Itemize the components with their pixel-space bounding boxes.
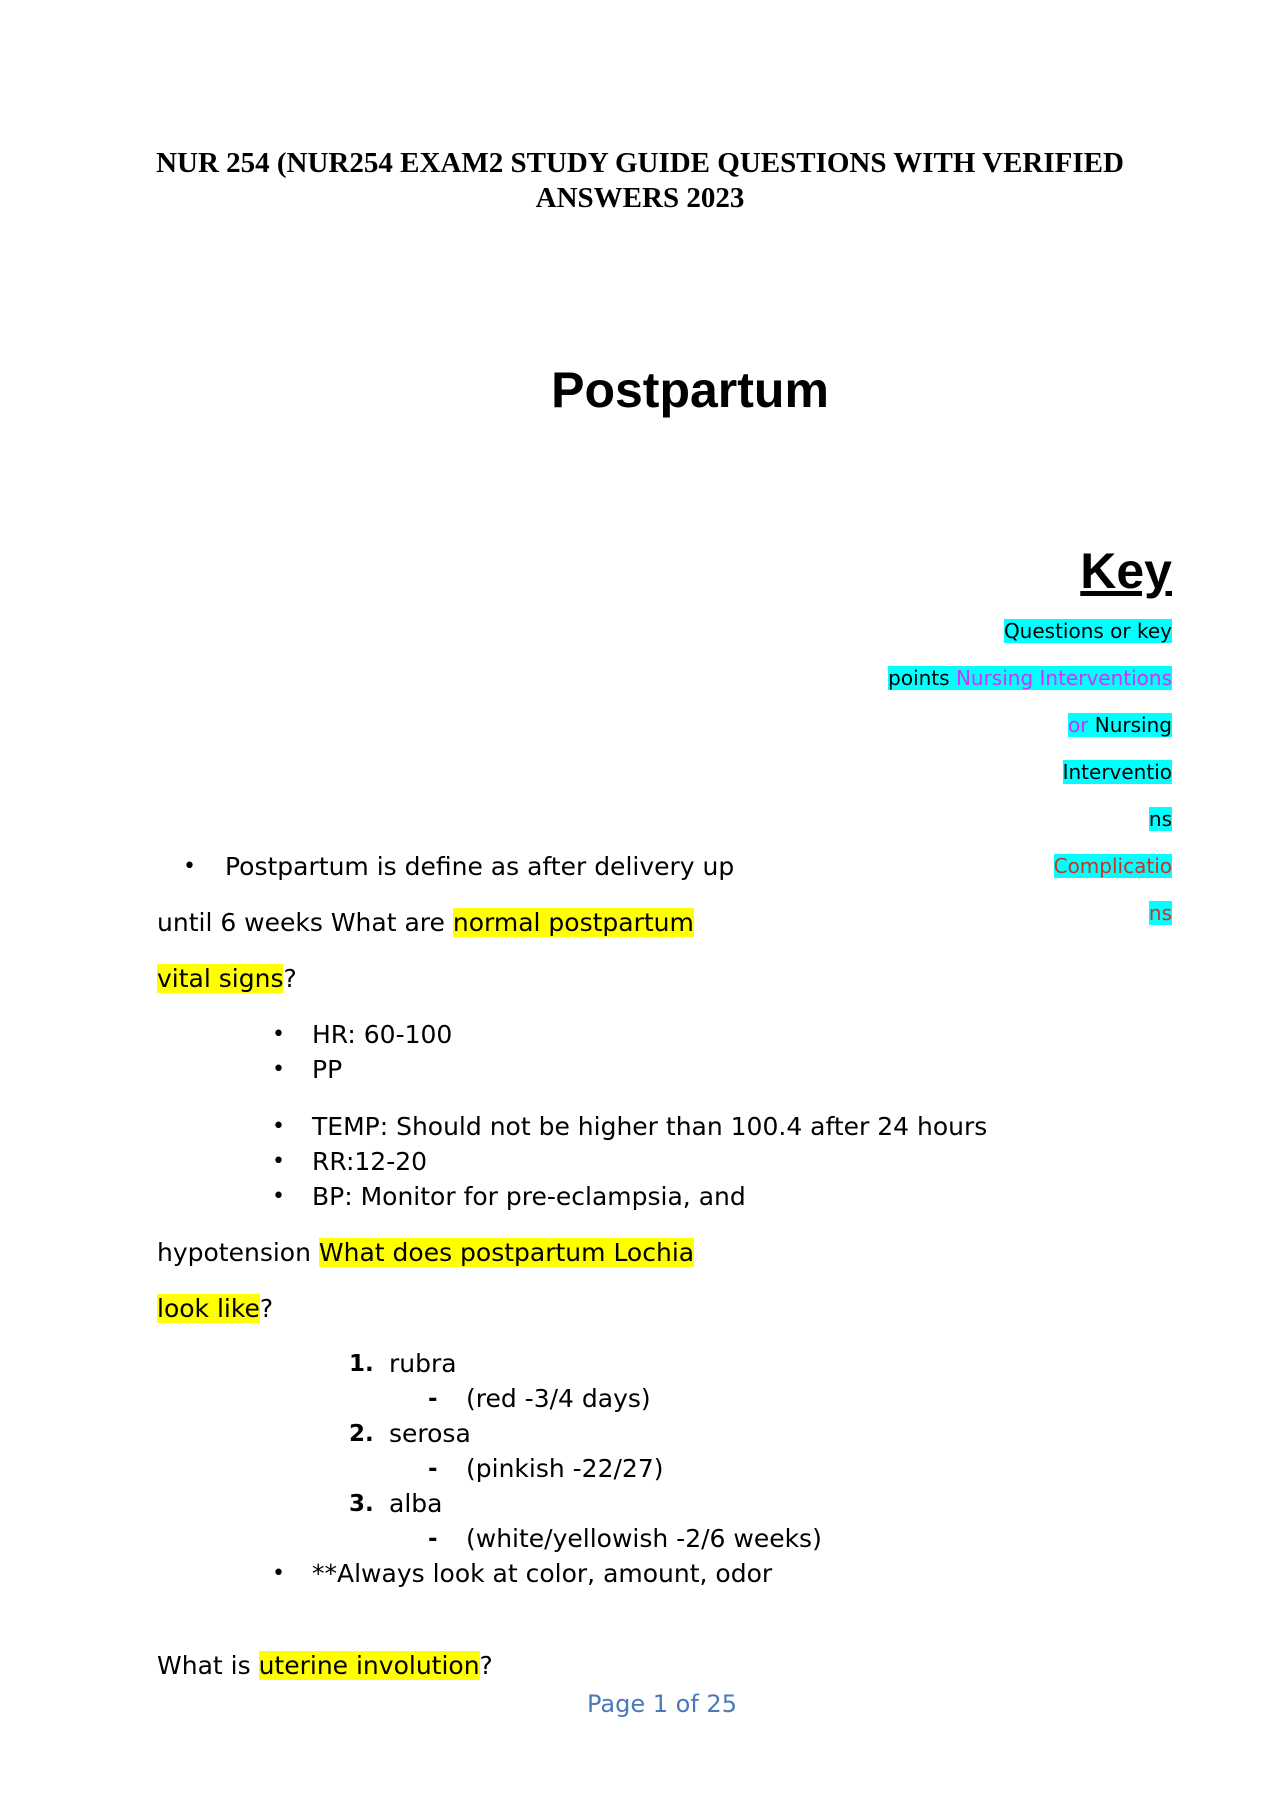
key-nursing-interventions-text: Nursing Interventions [955, 666, 1172, 690]
question-mark: ? [259, 1294, 274, 1323]
hypotension-text: hypotension [157, 1238, 319, 1267]
involution-prefix: What is [157, 1651, 259, 1680]
question-mark: ? [283, 964, 297, 993]
vital-pp: PP [312, 1055, 343, 1084]
key-line-ns [1149, 806, 1172, 832]
key-line-interventio [1063, 759, 1172, 785]
vital-hr: HR: 60-100 [312, 1020, 453, 1049]
document-title: NUR 254 (NUR254 EXAM2 STUDY GUIDE QUESTIONS WITH VERIFIED ANSWERS 2023 [156, 147, 1124, 214]
vital-temp: TEMP: Should not be higher than 100.4 after 24 hours [312, 1112, 988, 1141]
key-line-interventions [888, 665, 1172, 691]
question-vital-signs: vital signs [157, 964, 284, 993]
key-line-complicatio [1054, 853, 1172, 879]
vital-bp: BP: Monitor for pre-eclampsia, and [312, 1182, 746, 1211]
involution-question [157, 1649, 493, 1683]
stage-number: 1. [349, 1351, 374, 1377]
lochia-line-1 [157, 1236, 694, 1270]
intro-line-2 [157, 906, 694, 940]
stage-rubra: rubra [389, 1349, 457, 1378]
key-questions-text: Questions or key [1003, 619, 1172, 643]
key-ns-text: ns [1148, 807, 1172, 831]
key-line-questions [1004, 618, 1172, 644]
intro-line-2-text: until 6 weeks What are [157, 908, 453, 937]
dash-marker: - [428, 1456, 438, 1482]
key-or-text: or [1067, 713, 1089, 737]
section-title: Postpartum [551, 362, 829, 418]
stage-alba: alba [389, 1489, 443, 1518]
key-points-text: points [888, 666, 950, 690]
dash-marker: - [428, 1526, 438, 1552]
key-complications-ns-text: ns [1148, 901, 1172, 925]
bullet-marker: • [272, 1114, 285, 1139]
question-look-like: look like [157, 1294, 260, 1323]
dash-marker: - [428, 1386, 438, 1412]
key-nursing-text: Nursing [1094, 713, 1172, 737]
stage-serosa-detail: (pinkish -22/27) [466, 1454, 664, 1483]
key-line-complications-ns [1149, 900, 1172, 926]
vital-rr: RR:12-20 [312, 1147, 428, 1176]
bullet-marker: • [272, 1184, 285, 1209]
key-heading: Key [1080, 543, 1172, 599]
page-indicator: Page 1 of 25 [587, 1690, 737, 1718]
stage-number: 3. [349, 1491, 374, 1517]
bullet-marker: • [272, 1561, 285, 1586]
lochia-line-2 [157, 1292, 273, 1326]
bullet-marker: • [183, 854, 196, 879]
intro-line-1: Postpartum is define as after delivery up [225, 852, 735, 881]
question-lochia: What does postpartum Lochia [318, 1238, 695, 1267]
stage-rubra-detail: (red -3/4 days) [466, 1384, 651, 1413]
key-complicatio-text: Complicatio [1053, 854, 1172, 878]
key-line-or-nursing [1068, 712, 1172, 738]
bullet-marker: • [272, 1057, 285, 1082]
stage-number: 2. [349, 1421, 374, 1447]
lochia-note: **Always look at color, amount, odor [312, 1559, 773, 1588]
intro-line-3 [157, 962, 297, 996]
question-uterine-involution: uterine involution [258, 1651, 480, 1680]
question-mark: ? [479, 1651, 493, 1680]
key-interventio-text: Interventio [1062, 760, 1172, 784]
bullet-marker: • [272, 1149, 285, 1174]
stage-serosa: serosa [389, 1419, 471, 1448]
stage-alba-detail: (white/yellowish -2/6 weeks) [466, 1524, 822, 1553]
bullet-marker: • [272, 1022, 285, 1047]
question-normal-postpartum: normal postpartum [452, 908, 694, 937]
